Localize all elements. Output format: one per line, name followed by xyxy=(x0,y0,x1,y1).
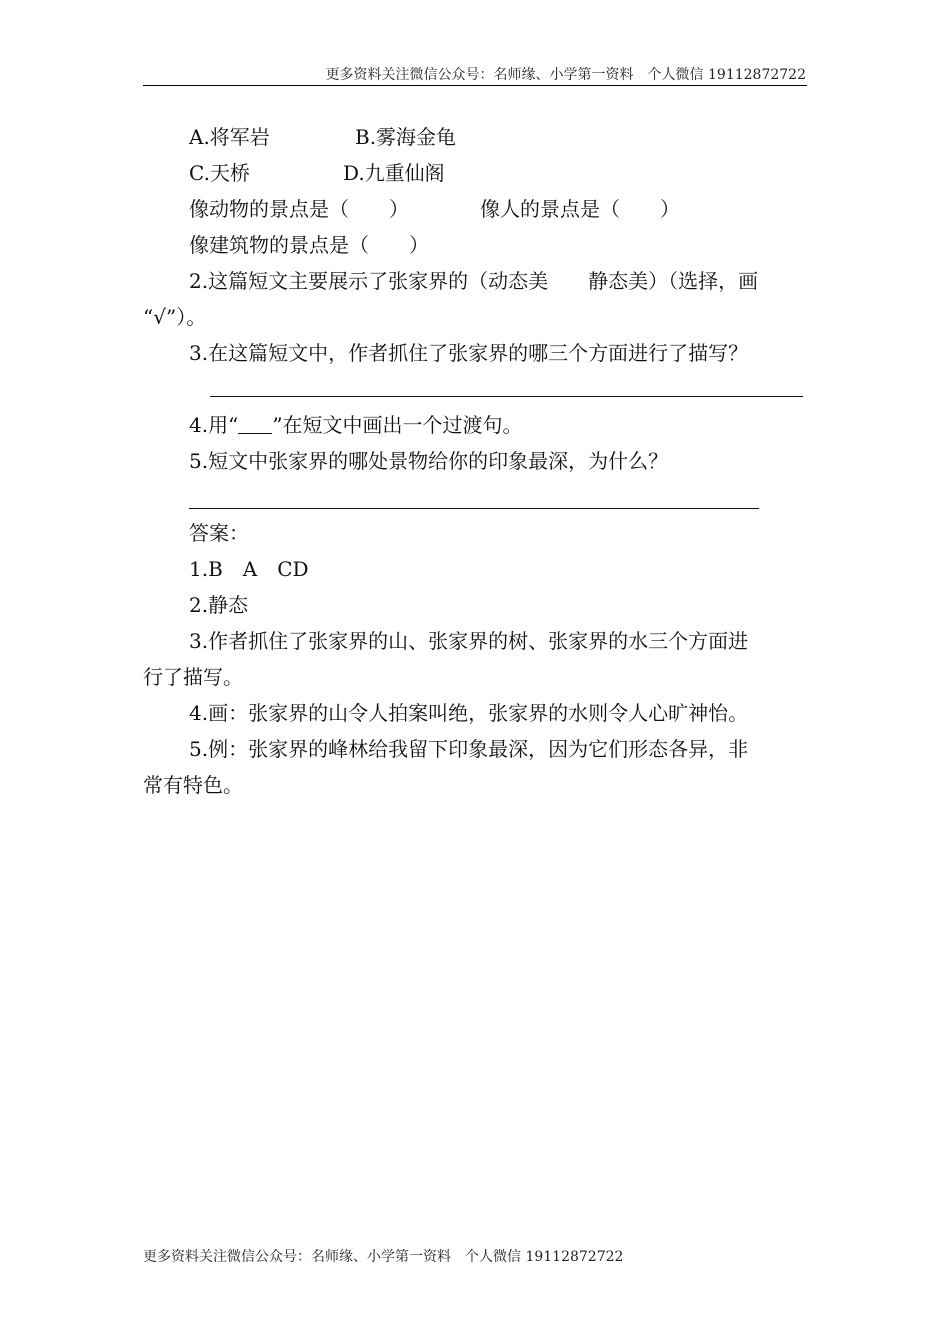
page-header: 更多资料关注微信公众号：名师缘、小学第一资料 个人微信 19112872722 xyxy=(325,67,806,83)
q1-options-row-1 xyxy=(189,122,270,152)
q1-blank-animal: 像动物的景点是（ ） xyxy=(189,197,409,221)
header-divider xyxy=(143,85,807,86)
answer-5-line-1: 5.例：张家界的峰林给我留下印象最深，因为它们形态各异，非 xyxy=(189,737,749,761)
answer-1: 1.B A CD xyxy=(189,557,309,581)
q4-text xyxy=(189,410,523,440)
q3-answer-line xyxy=(210,396,803,397)
answers-title: 答案： xyxy=(189,521,249,545)
q2-line-2: “√”）。 xyxy=(143,305,207,329)
answer-3-line-1: 3.作者抓住了张家界的山、张家界的树、张家界的水三个方面进 xyxy=(189,629,749,653)
answer-2: 2.静态 xyxy=(189,593,249,617)
answer-3-line-2: 行了描写。 xyxy=(143,665,243,689)
q4-prefix: 4.用“ xyxy=(189,413,239,437)
q4-suffix: ”在短文中画出一个过渡句。 xyxy=(272,413,523,437)
q1-blank-building: 像建筑物的景点是（ ） xyxy=(189,233,429,257)
q1-options-row-2 xyxy=(189,158,250,188)
option-c: C.天桥 xyxy=(189,161,250,185)
q5-text: 5.短文中张家界的哪处景物给你的印象最深，为什么？ xyxy=(189,449,669,473)
q1-blank-person: 像人的景点是（ ） xyxy=(480,197,680,221)
answer-5-line-2: 常有特色。 xyxy=(143,773,243,797)
page-footer: 更多资料关注微信公众号：名师缘、小学第一资料 个人微信 19112872722 xyxy=(143,1249,624,1265)
option-d: D.九重仙阁 xyxy=(343,161,445,185)
answer-4: 4.画：张家界的山令人拍案叫绝，张家界的水则令人心旷神怡。 xyxy=(189,701,749,725)
q4-underline-mark xyxy=(238,415,272,434)
q1-option-b-wrap xyxy=(355,122,456,152)
q3-text: 3.在这篇短文中，作者抓住了张家界的哪三个方面进行了描写？ xyxy=(189,341,749,365)
option-b: B.雾海金龟 xyxy=(355,125,457,149)
option-a: A.将军岩 xyxy=(189,125,270,149)
q5-answer-line xyxy=(189,508,759,509)
q1-option-d-wrap xyxy=(343,158,445,188)
q2-line-1: 2.这篇短文主要展示了张家界的（动态美 静态美）（选择，画 xyxy=(189,269,759,293)
